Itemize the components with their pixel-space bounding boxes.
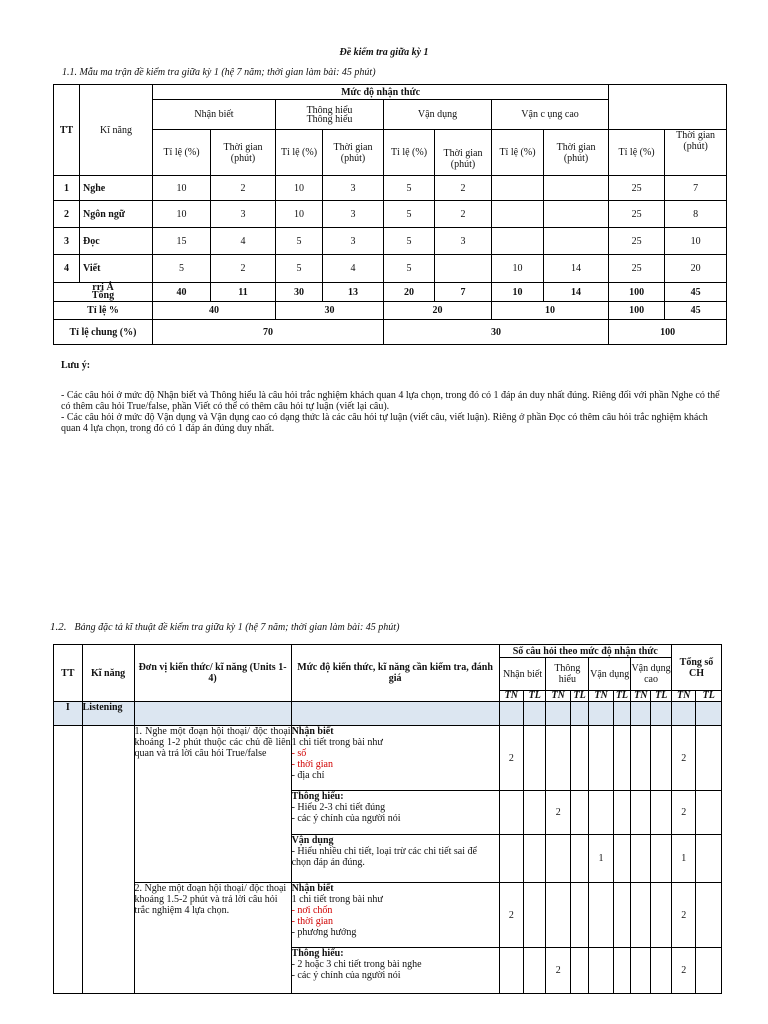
header-rate: Tỉ lệ (%) <box>276 130 323 176</box>
count-cell <box>589 726 613 791</box>
level-line: - các ý chính của người nói <box>291 970 401 981</box>
level-line: - Hiểu 2-3 chi tiết đúng <box>291 802 386 813</box>
spec-header-count-group: Số câu hỏi theo mức độ nhận thức <box>499 645 671 658</box>
count-cell <box>546 835 570 883</box>
matrix-subtitle: 1.1. Mẫu ma trận đề kiểm tra giữa kỳ 1 (hệ 7 năm; thời gian làm bài: 45 phút) <box>62 67 376 78</box>
count-cell: 2 <box>499 726 523 791</box>
level-line: - thời gian <box>291 916 333 927</box>
cell: 3 <box>435 228 492 255</box>
cell: 5 <box>153 255 211 283</box>
tn-header: TN <box>499 691 523 702</box>
tl-header: TL <box>696 691 722 702</box>
count-cell <box>589 791 613 835</box>
row-tt: 1 <box>54 176 80 201</box>
header-rate: Tỉ lệ (%) <box>384 130 435 176</box>
level-head: Vận dụng <box>291 835 334 846</box>
cell: 11 <box>211 283 276 302</box>
cell: 3 <box>323 228 384 255</box>
header-rate: Tỉ lệ (%) <box>153 130 211 176</box>
row-skill: Nghe <box>80 176 153 201</box>
header-time: Thời gian (phút) <box>211 130 276 176</box>
table-row <box>54 228 727 255</box>
notes-section <box>61 360 721 434</box>
cell: 25 <box>609 176 665 201</box>
level-description <box>291 726 499 791</box>
cell <box>492 228 544 255</box>
count-cell <box>589 883 613 948</box>
cell: 5 <box>384 176 435 201</box>
cell: 30 <box>276 283 323 302</box>
cell: 100 <box>609 283 665 302</box>
cell <box>492 176 544 201</box>
cell: 4 <box>211 228 276 255</box>
header-level-2 <box>276 100 384 130</box>
cell: 40 <box>153 302 276 320</box>
cell: 100 <box>609 302 665 320</box>
notes-label: Lưu ý: <box>61 360 91 371</box>
tn-header: TN <box>631 691 651 702</box>
count-cell: 1 <box>671 835 695 883</box>
header-level-3: Vận dụng <box>384 100 492 130</box>
count-cell: 2 <box>546 948 570 994</box>
cell: 25 <box>609 255 665 283</box>
cell: 14 <box>544 283 609 302</box>
spec-header-skill: Kĩ năng <box>82 645 134 702</box>
section-tt: I <box>54 702 83 726</box>
level-line: - số <box>291 748 307 759</box>
general-row <box>54 320 727 345</box>
tl-header: TL <box>651 691 671 702</box>
total-label-bottom: Tổng <box>91 290 115 301</box>
row-tt: 2 <box>54 201 80 228</box>
cell: 20 <box>384 283 435 302</box>
count-cell <box>546 883 570 948</box>
total-row <box>54 283 727 302</box>
cell: 20 <box>384 302 492 320</box>
document-title: Đề kiểm tra giữa kỳ 1 <box>339 47 429 58</box>
spec-header-unit: Đơn vị kiến thức/ kĩ năng (Units 1-4) <box>134 645 291 702</box>
level-description <box>291 883 499 948</box>
cell: 100 <box>609 320 727 345</box>
header-level-2-overlap: Thông hiểu <box>306 104 353 116</box>
tn-header: TN <box>671 691 695 702</box>
level-head: Nhận biết <box>291 883 334 894</box>
row-tt: 4 <box>54 255 80 283</box>
cell: 3 <box>323 176 384 201</box>
count-cell: 2 <box>671 791 695 835</box>
cell: 3 <box>211 201 276 228</box>
cell: 5 <box>276 255 323 283</box>
cell: 5 <box>384 201 435 228</box>
header-total-time: Thời gian (phút) <box>665 130 727 176</box>
spec-header-level-1: Nhận biết <box>499 658 546 691</box>
count-cell <box>499 948 523 994</box>
cell: 10 <box>492 302 609 320</box>
cell: 30 <box>384 320 609 345</box>
cell: 5 <box>384 255 435 283</box>
cell: 3 <box>323 201 384 228</box>
level-line: - nơi chốn <box>291 905 333 916</box>
level-description <box>291 791 499 835</box>
cell: 70 <box>153 320 384 345</box>
spec-header-level-4: Vận dụng cao <box>631 658 672 691</box>
cell: 5 <box>384 228 435 255</box>
cell: 10 <box>153 201 211 228</box>
cell: 30 <box>276 302 384 320</box>
spec-header-level-desc: Mức độ kiến thức, kĩ năng cần kiểm tra, đánh giá <box>291 645 499 702</box>
header-time: Thời gian (phút) <box>323 130 384 176</box>
exam-matrix-table <box>53 84 727 345</box>
spec-header-level-3: Vận dụng <box>589 658 631 691</box>
cell: 25 <box>609 201 665 228</box>
note-line: - Các câu hỏi ở mức độ Nhận biết và Thông hiểu là câu hỏi trắc nghiệm khách quan 4 lựa chọn, trong đó có 1 đáp án duy nhất đúng. Riêng đối với phần Nghe có thể có thêm câu hỏi True/false, phần Viết có thể có thêm câu hỏi tự luận (viết lại câu). <box>61 390 720 412</box>
header-total-blank <box>609 85 727 130</box>
section-row-listening <box>54 702 722 726</box>
spec-table <box>53 644 722 994</box>
percent-row <box>54 302 727 320</box>
table-row <box>54 255 727 283</box>
level-line: - địa chỉ <box>291 770 325 781</box>
cell <box>544 201 609 228</box>
cell: 7 <box>665 176 727 201</box>
cell: 25 <box>609 228 665 255</box>
spec-header-total: Tổng số CH <box>671 645 721 691</box>
level-head: Nhận biết <box>291 726 334 737</box>
level-description <box>291 948 499 994</box>
cell: 10 <box>492 283 544 302</box>
cell: 8 <box>665 201 727 228</box>
level-head: Thông hiểu: <box>291 948 344 959</box>
cell: 2 <box>435 201 492 228</box>
tn-header: TN <box>589 691 613 702</box>
cell: 45 <box>665 283 727 302</box>
cell: 7 <box>435 283 492 302</box>
header-level-1: Nhận biết <box>153 100 276 130</box>
table-row <box>54 883 722 948</box>
cell: 10 <box>665 228 727 255</box>
table-row <box>54 201 727 228</box>
spec-header-tt: TT <box>54 645 83 702</box>
spec-number: 1.2. <box>50 621 67 633</box>
header-skill: Kĩ năng <box>80 85 153 176</box>
total-label-top: rri Ả <box>92 282 114 293</box>
cell: 5 <box>276 228 323 255</box>
row-tt <box>54 726 83 994</box>
cell <box>544 228 609 255</box>
table-row <box>54 726 722 791</box>
header-time: Thời gian (phút) <box>544 130 609 176</box>
level-head: Thông hiểu: <box>291 791 344 802</box>
count-cell: 2 <box>546 791 570 835</box>
count-cell <box>499 835 523 883</box>
level-line: - thời gian <box>291 759 333 770</box>
count-cell: 2 <box>499 883 523 948</box>
level-line: 1 chi tiết trong bài như <box>291 894 383 905</box>
cell: 4 <box>323 255 384 283</box>
row-skill: Đọc <box>80 228 153 255</box>
row-skill <box>82 726 134 994</box>
tl-header: TL <box>524 691 546 702</box>
cell <box>435 255 492 283</box>
cell: 45 <box>665 302 727 320</box>
header-time: Thời gian (phút) <box>435 130 492 176</box>
general-label: Tỉ lệ chung (%) <box>54 320 153 345</box>
cell: 2 <box>435 176 492 201</box>
cell <box>492 201 544 228</box>
cell: 10 <box>492 255 544 283</box>
unit-description: 1. Nghe một đoạn hội thoại/ độc thoại khoảng 1-2 phút thuộc các chủ đề liên quan và trả lời câu hỏi True/false <box>134 726 291 883</box>
cell <box>544 176 609 201</box>
row-tt: 3 <box>54 228 80 255</box>
level-line: - phương hướng <box>291 927 357 938</box>
header-rate: Tỉ lệ (%) <box>609 130 665 176</box>
cell: 20 <box>665 255 727 283</box>
header-level-4: Vận c ụng cao <box>492 100 609 130</box>
count-cell: 1 <box>589 835 613 883</box>
header-rate: Tỉ lệ (%) <box>492 130 544 176</box>
header-level-group: Mức độ nhận thức <box>153 85 609 100</box>
cell: 14 <box>544 255 609 283</box>
cell: 10 <box>276 201 323 228</box>
tn-header: TN <box>546 691 570 702</box>
cell: 2 <box>211 255 276 283</box>
spec-header-level-2: Thông hiểu <box>546 658 589 691</box>
count-cell: 2 <box>671 726 695 791</box>
count-cell: 2 <box>671 948 695 994</box>
count-cell <box>499 791 523 835</box>
tl-header: TL <box>613 691 630 702</box>
count-cell <box>589 948 613 994</box>
percent-label: Tỉ lệ % <box>54 302 153 320</box>
level-description <box>291 835 499 883</box>
cell: 2 <box>211 176 276 201</box>
level-line: - Hiểu nhiều chi tiết, loại trừ các chi tiết sai để chọn đáp án đúng. <box>291 846 477 868</box>
level-line: - 2 hoặc 3 chi tiết trong bài nghe <box>291 959 422 970</box>
level-line: 1 chi tiết trong bài như <box>291 737 383 748</box>
cell: 10 <box>153 176 211 201</box>
unit-description: 2. Nghe một đoạn hội thoại/ độc thoại khoảng 1.5-2 phút và trả lời câu hỏi trắc nghiệm 4 lựa chọn. <box>134 883 291 994</box>
note-line: - Các câu hỏi ở mức độ Vận dụng và Vận dụng cao có dạng thức là các câu hỏi tự luận (viết câu, viết luận). Riêng ở phần Đọc có thêm câu hỏi trắc nghiệm khách quan 4 lựa chọn, trong đó có 1 đáp án đúng duy nhất. <box>61 412 708 434</box>
header-tt: TT <box>54 85 80 176</box>
count-cell: 2 <box>671 883 695 948</box>
level-line: - các ý chính của người nói <box>291 813 401 824</box>
section-skill: Listening <box>82 702 134 726</box>
spec-subtitle <box>50 621 399 633</box>
cell: 15 <box>153 228 211 255</box>
tl-header: TL <box>570 691 588 702</box>
header-level-2-label: Thông hiểu <box>306 113 353 125</box>
table-row <box>54 176 727 201</box>
cell: 10 <box>276 176 323 201</box>
total-label <box>54 283 153 302</box>
row-skill: Ngôn ngữ <box>80 201 153 228</box>
cell: 13 <box>323 283 384 302</box>
cell: 40 <box>153 283 211 302</box>
count-cell <box>546 726 570 791</box>
spec-subtitle-text: Bảng đặc tả kĩ thuật đề kiểm tra giữa kỳ 1 (hệ 7 năm; thời gian làm bài: 45 phút) <box>74 622 400 633</box>
row-skill: Viết <box>80 255 153 283</box>
